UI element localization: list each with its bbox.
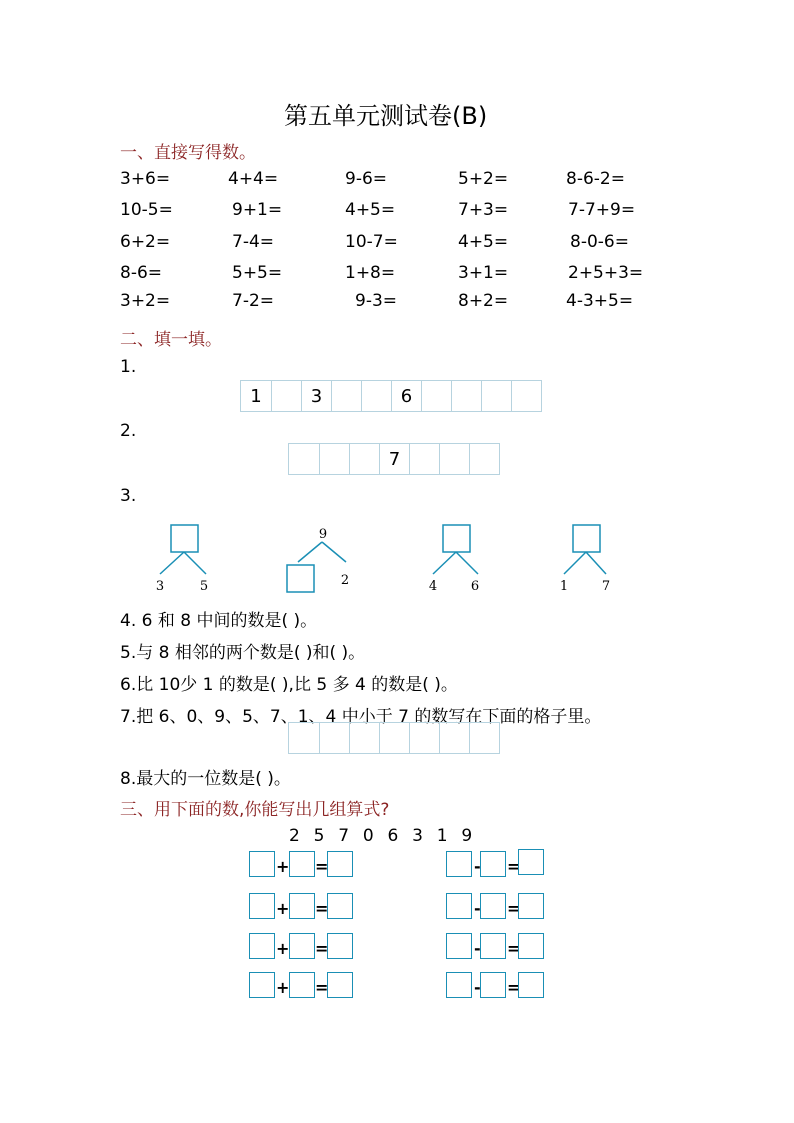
minus-sign: - bbox=[474, 857, 481, 876]
grid7-cell-5[interactable] bbox=[409, 723, 439, 753]
grid7-cell-6[interactable] bbox=[439, 723, 469, 753]
number-list: 2 5 7 0 6 3 1 9 bbox=[289, 826, 474, 846]
grid1-cell-4[interactable] bbox=[331, 381, 361, 411]
question-4: 4. 6 和 8 中间的数是( )。 bbox=[120, 611, 318, 631]
sub-eq-4-box-2[interactable] bbox=[480, 972, 506, 998]
sub-eq-1-box-2[interactable] bbox=[480, 851, 506, 877]
question-3-label: 3. bbox=[120, 486, 137, 506]
grid1-cell-5[interactable] bbox=[361, 381, 391, 411]
bond-2-right-number: 2 bbox=[340, 573, 350, 588]
equals-sign: = bbox=[315, 899, 329, 918]
answer-grid-7 bbox=[288, 722, 500, 754]
page-title: 第五单元测试卷(B) bbox=[284, 102, 488, 130]
grid7-cell-1[interactable] bbox=[289, 723, 319, 753]
bond-4-lines bbox=[564, 552, 606, 574]
grid2-cell-4[interactable]: 7 bbox=[379, 444, 409, 474]
grid1-cell-7[interactable] bbox=[421, 381, 451, 411]
bond-1-right-number: 5 bbox=[199, 579, 209, 594]
question-6: 6.比 10少 1 的数是( ),比 5 多 4 的数是( )。 bbox=[120, 675, 458, 695]
bond-3-left-number: 4 bbox=[428, 579, 438, 594]
add-eq-3-box-2[interactable] bbox=[289, 933, 315, 959]
add-eq-1-box-1[interactable] bbox=[249, 851, 275, 877]
bond-4-left-number: 1 bbox=[559, 579, 569, 594]
sub-eq-3-box-1[interactable] bbox=[446, 933, 472, 959]
plus-sign: + bbox=[276, 978, 290, 997]
grid1-cell-3[interactable]: 3 bbox=[301, 381, 331, 411]
add-eq-1-result[interactable] bbox=[327, 851, 353, 877]
add-eq-1-box-2[interactable] bbox=[289, 851, 315, 877]
grid2-cell-2[interactable] bbox=[319, 444, 349, 474]
problem-r2-c2: 9+1= bbox=[232, 200, 283, 220]
section-2-heading: 二、填一填。 bbox=[120, 330, 222, 350]
problem-r2-c5: 7-7+9= bbox=[568, 200, 636, 220]
number-grid-2 bbox=[288, 443, 500, 475]
add-eq-4-box-2[interactable] bbox=[289, 972, 315, 998]
add-eq-2-box-2[interactable] bbox=[289, 893, 315, 919]
problem-r1-c5: 8-6-2= bbox=[566, 169, 625, 189]
grid1-cell-8[interactable] bbox=[451, 381, 481, 411]
problem-r1-c3: 9-6= bbox=[345, 169, 388, 189]
equals-sign: = bbox=[315, 978, 329, 997]
number-grid-1 bbox=[240, 380, 542, 412]
grid7-cell-2[interactable] bbox=[319, 723, 349, 753]
grid7-cell-4[interactable] bbox=[379, 723, 409, 753]
add-eq-2-result[interactable] bbox=[327, 893, 353, 919]
grid7-cell-7[interactable] bbox=[469, 723, 499, 753]
grid1-cell-10[interactable] bbox=[511, 381, 541, 411]
grid2-cell-7[interactable] bbox=[469, 444, 499, 474]
section-1-heading: 一、直接写得数。 bbox=[120, 143, 256, 163]
minus-sign: - bbox=[474, 899, 481, 918]
bond-3-lines bbox=[433, 552, 478, 574]
plus-sign: + bbox=[276, 939, 290, 958]
problem-r5-c3: 9-3= bbox=[355, 291, 398, 311]
grid1-cell-9[interactable] bbox=[481, 381, 511, 411]
problem-r3-c1: 6+2= bbox=[120, 232, 171, 252]
question-8: 8.最大的一位数是( )。 bbox=[120, 769, 291, 789]
equals-sign: = bbox=[507, 939, 521, 958]
sub-eq-2-box-2[interactable] bbox=[480, 893, 506, 919]
problem-r5-c2: 7-2= bbox=[232, 291, 275, 311]
bond-3-right-number: 6 bbox=[470, 579, 480, 594]
grid1-cell-1[interactable]: 1 bbox=[250, 385, 262, 407]
add-eq-3-box-1[interactable] bbox=[249, 933, 275, 959]
bond-1-left-number: 3 bbox=[155, 579, 165, 594]
grid2-cell-3[interactable] bbox=[349, 444, 379, 474]
question-1-label: 1. bbox=[120, 357, 137, 377]
problem-r5-c1: 3+2= bbox=[120, 291, 171, 311]
bond-4-right-number: 7 bbox=[601, 579, 611, 594]
sub-eq-3-result[interactable] bbox=[518, 933, 544, 959]
add-eq-2-box-1[interactable] bbox=[249, 893, 275, 919]
bond-1-lines bbox=[160, 552, 206, 574]
problem-r3-c4: 4+5= bbox=[458, 232, 509, 252]
problem-r1-c4: 5+2= bbox=[458, 169, 509, 189]
grid7-cell-3[interactable] bbox=[349, 723, 379, 753]
problem-r3-c2: 7-4= bbox=[232, 232, 275, 252]
problem-r4-c2: 5+5= bbox=[232, 263, 283, 283]
section-3-heading: 三、用下面的数,你能写出几组算式? bbox=[120, 800, 390, 820]
bond-4-top-box bbox=[573, 525, 600, 552]
problem-r2-c1: 10-5= bbox=[120, 200, 173, 220]
problem-r4-c1: 8-6= bbox=[120, 263, 163, 283]
add-eq-3-result[interactable] bbox=[327, 933, 353, 959]
problem-r4-c4: 3+1= bbox=[458, 263, 509, 283]
minus-sign: - bbox=[474, 978, 481, 997]
sub-eq-2-box-1[interactable] bbox=[446, 893, 472, 919]
sub-eq-4-box-1[interactable] bbox=[446, 972, 472, 998]
grid2-cell-6[interactable] bbox=[439, 444, 469, 474]
equals-sign: = bbox=[315, 939, 329, 958]
sub-eq-3-box-2[interactable] bbox=[480, 933, 506, 959]
grid1-cell-2[interactable] bbox=[271, 381, 301, 411]
add-eq-4-box-1[interactable] bbox=[249, 972, 275, 998]
sub-eq-1-box-1[interactable] bbox=[446, 851, 472, 877]
bond-1-top-box bbox=[171, 525, 198, 552]
equals-sign: = bbox=[315, 857, 329, 876]
equals-sign: = bbox=[507, 857, 521, 876]
sub-eq-2-result[interactable] bbox=[518, 893, 544, 919]
problem-r3-c3: 10-7= bbox=[345, 232, 398, 252]
problem-r4-c5: 2+5+3= bbox=[568, 263, 644, 283]
question-5: 5.与 8 相邻的两个数是( )和( )。 bbox=[120, 643, 366, 663]
sub-eq-4-result[interactable] bbox=[518, 972, 544, 998]
equals-sign: = bbox=[507, 899, 521, 918]
number-bond-diagrams bbox=[0, 518, 794, 598]
problem-r5-c5: 4-3+5= bbox=[566, 291, 634, 311]
bond-2-lines bbox=[298, 542, 346, 562]
problem-r1-c2: 4+4= bbox=[228, 169, 279, 189]
problem-r3-c5: 8-0-6= bbox=[570, 232, 629, 252]
problem-r5-c4: 8+2= bbox=[458, 291, 509, 311]
bond-2-top-number: 9 bbox=[318, 527, 328, 542]
minus-sign: - bbox=[474, 939, 481, 958]
problem-r2-c4: 7+3= bbox=[458, 200, 509, 220]
question-7: 7.把 6、0、9、5、7、1、4 中小于 7 的数写在下面的格子里。 bbox=[120, 707, 602, 727]
problem-r2-c3: 4+5= bbox=[345, 200, 396, 220]
problem-r1-c1: 3+6= bbox=[120, 169, 171, 189]
plus-sign: + bbox=[276, 857, 290, 876]
sub-eq-1-result[interactable] bbox=[518, 849, 544, 875]
plus-sign: + bbox=[276, 899, 290, 918]
grid2-cell-5[interactable] bbox=[409, 444, 439, 474]
bond-3-top-box bbox=[443, 525, 470, 552]
grid1-cell-6[interactable]: 6 bbox=[391, 381, 421, 411]
question-2-label: 2. bbox=[120, 421, 137, 441]
equals-sign: = bbox=[507, 978, 521, 997]
problem-r4-c3: 1+8= bbox=[345, 263, 396, 283]
grid2-cell-1[interactable] bbox=[289, 444, 319, 474]
add-eq-4-result[interactable] bbox=[327, 972, 353, 998]
bond-2-left-box bbox=[287, 565, 314, 592]
